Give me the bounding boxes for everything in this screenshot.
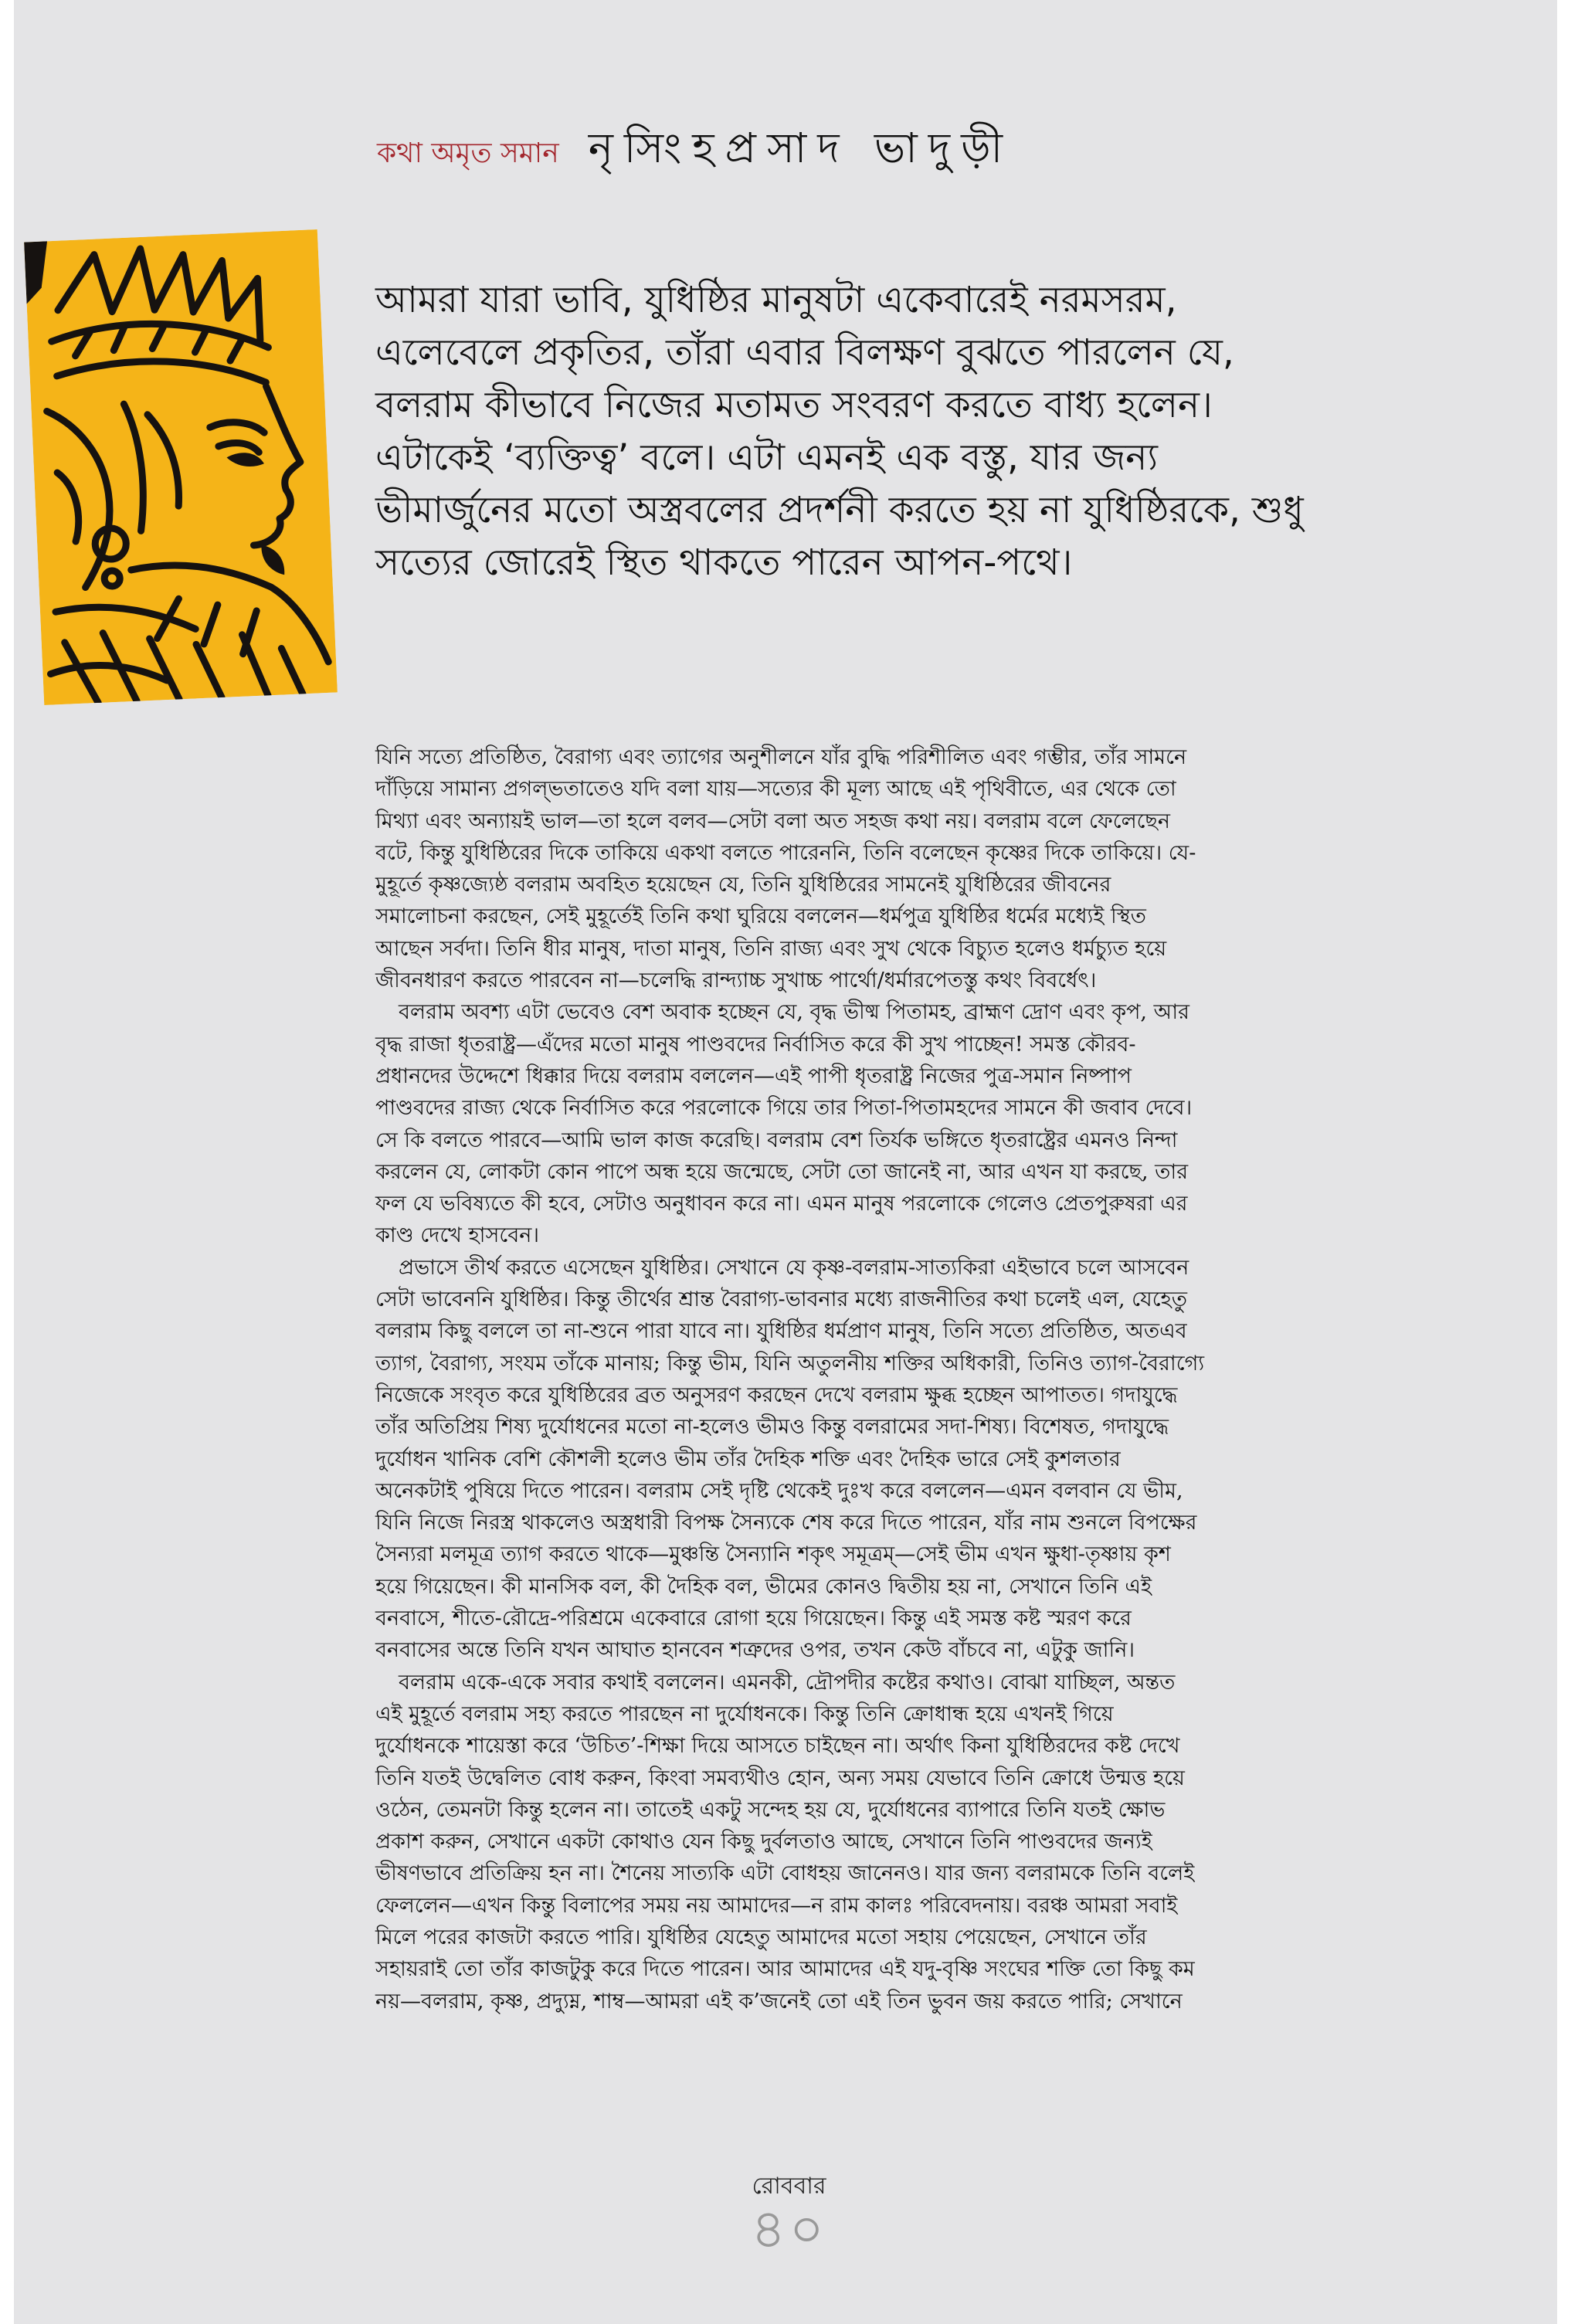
pull-quote-line: সত্যের জোরেই স্থিত থাকতে পারেন আপন-পথে।: [375, 541, 1073, 584]
page-number: ৪০: [751, 2197, 827, 2261]
body-line: দুর্যোধন খানিক বেশি কৌশলী হলেও ভীম তাঁর দৈহিক শক্তি এবং দৈহিক ভারে সেই কুশলতার: [375, 1447, 1121, 1471]
body-line: নিজেকে সংবৃত করে যুধিষ্ঠিরের ব্রত অনুসরণ করছেন দেখে বলরাম ক্ষুব্ধ হচ্ছেন আপাতত। গদাযুদ্ধে: [375, 1383, 1178, 1407]
series-title: কথা অমৃত সমান: [377, 137, 559, 169]
article-body: [375, 741, 1318, 2017]
body-line: সৈন্যরা মলমূত্র ত্যাগ করতে থাকে—মুঞ্চন্তি সৈন্যানি শকৃৎ সমূত্রম্‌—সেই ভীম এখন ক্ষুধা-তৃষ্ণায় কৃশ: [375, 1542, 1171, 1567]
body-line: ফেললেন—এখন কিন্তু বিলাপের সময় নয় আমাদের—ন রাম কালঃ পরিবেদনায়। বরঞ্চ আমরা সবাই: [375, 1893, 1178, 1918]
body-line: সহায়রাই তো তাঁর কাজটুকু করে দিতে পারেন। আর আমাদের এই যদু-বৃষ্ণি সংঘের শক্তি তো কিছু কম: [375, 1957, 1195, 1982]
body-line: এই মুহূর্তে বলরাম সহ্য করতে পারছেন না দুর্যোধনকে। কিন্তু তিনি ক্রোধান্ধ হয়ে এখনই গিয়ে: [375, 1701, 1114, 1726]
body-line: আছেন সর্বদা। তিনি ধীর মানুষ, দাতা মানুষ, তিনি রাজ্য এবং সুখ থেকে বিচ্যুত হলেও ধর্মচ্যুত হয়ে: [375, 936, 1167, 961]
body-line: করলেন যে, লোকটা কোন পাপে অন্ধ হয়ে জন্মেছে, সেটা তো জানেই না, আর এখন যা করছে, তার: [375, 1159, 1189, 1184]
pull-quote-line: এলেবেলে প্রকৃতির, তাঁরা এবার বিলক্ষণ বুঝতে পারলেন যে,: [375, 331, 1234, 374]
body-line: মুহূর্তে কৃষ্ণজ্যেষ্ঠ বলরাম অবহিত হয়েছেন যে, তিনি যুধিষ্ঠিরের সামনেই যুধিষ্ঠিরের জীবনের: [375, 873, 1111, 897]
body-line: জীবনধারণ করতে পারবেন না—চলেদ্ধি রান্দ্যাচ্চ সুখাচ্চ পার্থো/ধর্মারপেতস্তু কথং বিবর্ধেৎ।: [375, 969, 1097, 993]
illustration-drawing: [24, 229, 338, 705]
body-line: সেটা ভাবেননি যুধিষ্ঠির। কিন্তু তীর্থের শ্রান্ত বৈরাগ্য-ভাবনার মধ্যে রাজনীতির কথা চলেই এল, যেহেতু: [375, 1288, 1187, 1312]
body-line: অনেকটাই পুষিয়ে দিতে পারেন। বলরাম সেই দৃষ্টি থেকেই দুঃখ করে বললেন—এমন বলবান যে ভীম,: [375, 1478, 1183, 1503]
pull-quote-line: এটাকেই ‘ব্যক্তিত্ব’ বলে। এটা এমনই এক বস্তু, যার জন্য: [375, 436, 1158, 479]
body-line: দাঁড়িয়ে সামান্য প্রগল্‌ভতাতেও যদি বলা যায়—সত্যের কী মূল্য আছে এই পৃথিবীতে, এর থেকে তো: [375, 777, 1176, 802]
body-line: দুর্যোধনকে শায়েস্তা করে ‘উচিত’-শিক্ষা দিয়ে আসতে চাইছেন না। অর্থাৎ কিনা যুধিষ্ঠিরদের কষ্ট দেখে: [375, 1734, 1180, 1759]
body-line: ত্যাগ, বৈরাগ্য, সংযম তাঁকে মানায়; কিন্তু ভীম, যিনি অতুলনীয় শক্তির অধিকারী, তিনিও ত্যাগ-বৈরাগ্যে: [375, 1351, 1205, 1376]
body-line: তাঁর অতিপ্রিয় শিষ্য দুর্যোধনের মতো না-হলেও ভীমও কিন্তু বলরামের সদা-শিষ্য। বিশেষত, গদাযুদ্ধে: [375, 1415, 1169, 1440]
pull-quote-line: ভীমার্জুনের মতো অস্ত্রবলের প্রদর্শনী করতে হয় না যুধিষ্ঠিরকে, শুধু: [375, 489, 1304, 531]
body-line: বনবাসে, শীতে-রৌদ্রে-পরিশ্রমে একেবারে রোগা হয়ে গিয়েছেন। কিন্তু এই সমস্ত কষ্ট স্মরণ করে: [375, 1606, 1132, 1631]
author-name: নৃসিংহপ্রসাদ ভাদুড়ী: [588, 124, 1014, 172]
body-line: কাণ্ড দেখে হাসবেন।: [375, 1223, 539, 1248]
pull-quote: [375, 274, 1457, 589]
body-line: ওঠেন, তেমনটা কিন্তু হলেন না। তাতেই একটু সন্দেহ হয় যে, দুর্যোধনের ব্যাপারে তিনি যতই ক্ষোভ: [375, 1797, 1166, 1822]
publication-name: রোববার: [752, 2173, 826, 2200]
body-line: ফল যে ভবিষ্যতে কী হবে, সেটাও অনুধাবন করে না। এমন মানুষ পরলোকে গেলেও প্রেতপুরুষরা এর: [375, 1192, 1188, 1216]
body-line: ভীষণভাবে প্রতিক্রিয় হন না। শৈনেয় সাত্যকি এটা বোধহয় জানেনও। যার জন্য বলরামকে তিনি বলেই: [375, 1861, 1195, 1886]
body-line: যিনি সত্যে প্রতিষ্ঠিত, বৈরাগ্য এবং ত্যাগের অনুশীলনে যাঁর বুদ্ধি পরিশীলিত এবং গম্ভীর, তাঁর সামনে: [375, 745, 1187, 769]
body-line: পাণ্ডবদের রাজ্য থেকে নির্বাসিত করে পরলোকে গিয়ে তার পিতা-পিতামহদের সামনে কী জবাব দেবে।: [375, 1096, 1193, 1121]
body-line: বলরাম অবশ্য এটা ভেবেও বেশ অবাক হচ্ছেন যে, বৃদ্ধ ভীষ্ম পিতামহ, ব্রাহ্মণ দ্রোণ এবং কৃপ, আর: [399, 1000, 1189, 1025]
body-line: হয়ে গিয়েছেন। কী মানসিক বল, কী দৈহিক বল, ভীমের কোনও দ্বিতীয় হয় না, সেখানে তিনি এই: [375, 1574, 1152, 1599]
body-line: প্রধানদের উদ্দেশে ধিক্কার দিয়ে বলরাম বললেন—এই পাপী ধৃতরাষ্ট্র নিজের পুত্র-সমান নিষ্পাপ: [375, 1064, 1132, 1088]
body-line: বনবাসের অন্তে তিনি যখন আঘাত হানবেন শত্রুদের ওপর, তখন কেউ বাঁচবে না, এটুকু জানি।: [375, 1638, 1135, 1663]
body-line: প্রকাশ করুন, সেখানে একটা কোথাও যেন কিছু দুর্বলতাও আছে, সেখানে তিনি পাণ্ডবদের জন্যই: [375, 1830, 1152, 1854]
body-line: বলরাম একে-একে সবার কথাই বললেন। এমনকী, দ্রৌপদীর কষ্টের কথাও। বোঝা যাচ্ছিল, অন্তত: [399, 1670, 1176, 1695]
body-line: নয়—বলরাম, কৃষ্ণ, প্রদ্যুম্ন, শাম্ব—আমরা এই ক’জনেই তো এই তিন ভুবন জয় করতে পারি; সেখানে: [375, 1989, 1183, 2014]
body-line: সে কি বলতে পারবে—আমি ভাল কাজ করেছি। বলরাম বেশ তির্যক ভঙ্গিতে ধৃতরাষ্ট্রের এমনও নিন্দা: [375, 1128, 1178, 1152]
pull-quote-line: আমরা যারা ভাবি, যুধিষ্ঠির মানুষটা একেবারেই নরমসরম,: [375, 279, 1177, 321]
body-line: বটে, কিন্তু যুধিষ্ঠিরের দিকে তাকিয়ে একথা বলতে পারেননি, তিনি বলেছেন কৃষ্ণের দিকে তাকিয়ে। যে-: [375, 840, 1196, 865]
body-line: প্রভাসে তীর্থ করতে এসেছেন যুধিষ্ঠির। সেখানে যে কৃষ্ণ-বলরাম-সাত্যকিরা এইভাবে চলে আসবেন: [399, 1255, 1189, 1280]
page-header: [377, 116, 1013, 185]
body-line: বলরাম কিছু বললে তা না-শুনে পারা যাবে না। যুধিষ্ঠির ধর্মপ্রাণ মানুষ, তিনি সত্যে প্রতিষ্ঠিত, অতএব: [375, 1319, 1187, 1344]
body-line: যিনি নিজে নিরস্ত্র থাকলেও অস্ত্রধারী বিপক্ষ সৈন্যকে শেষ করে দিতে পারেন, যাঁর নাম শুনলে বিপক্ষের: [375, 1511, 1197, 1535]
body-line: সমালোচনা করছেন, সেই মুহূর্তেই তিনি কথা ঘুরিয়ে বললেন—ধর্মপুত্র যুধিষ্ঠির ধর্মের মধ্যেই স্থিত: [375, 904, 1146, 929]
woodcut-figure-illustration: [24, 229, 338, 705]
body-line: তিনি যতই উদ্বেলিত বোধ করুন, কিংবা সমব্যথীও হোন, অন্য সময় যেভাবে তিনি ক্রোধে উন্মত্ত হয়ে: [375, 1766, 1185, 1790]
body-line: বৃদ্ধ রাজা ধৃতরাষ্ট্র—এঁদের মতো মানুষ পাণ্ডবদের নির্বাসিত করে কী সুখ পাচ্ছেন! সমস্ত কৌরব-: [375, 1032, 1136, 1057]
pull-quote-line: বলরাম কীভাবে নিজের মতামত সংবরণ করতে বাধ্য হলেন।: [375, 384, 1213, 426]
body-line: মিলে পরের কাজটা করতে পারি। যুধিষ্ঠির যেহেতু আমাদের মতো সহায় পেয়েছেন, সেখানে তাঁর: [375, 1925, 1147, 1949]
body-line: মিথ্যা এবং অন্যায়ই ভাল—তা হলে বলব—সেটা বলা অত সহজ কথা নয়। বলরাম বলে ফেলেছেন: [375, 809, 1171, 833]
